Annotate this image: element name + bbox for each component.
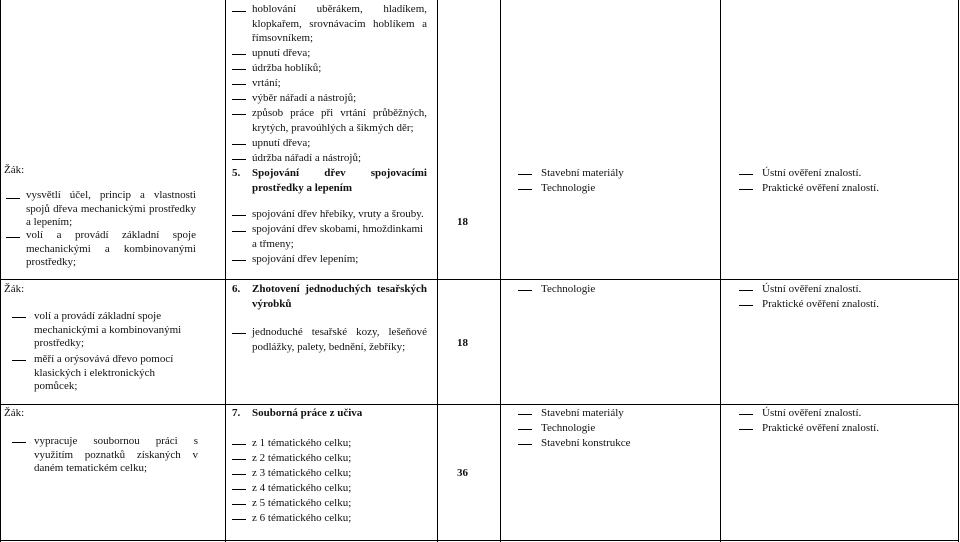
table-border-left [0,0,1,542]
topic-line: výběr nářadí a nástrojů; [252,92,357,104]
evaluation-method: Ústní ověření znalostí. [762,167,862,179]
hours-value: 18 [457,337,468,349]
topic-item: z 6 tématického celku; [252,512,352,524]
topic-number: 5. [232,167,241,179]
column-divider-3 [500,0,501,542]
hours-value: 36 [457,467,468,479]
learning-outcome: vysvětlí účel, princip a vlastnosti spojů dřeva mechanickými prostředky a lepením; [26,189,196,228]
topic-item: z 3 tématického celku; [252,467,352,479]
learning-outcome: volí a provádí základní spoje mechanickými a kombinovanými prostředky; [34,310,182,349]
evaluation-method: Praktické ověření znalostí. [762,182,879,194]
topic-item: z 4 tématického celku; [252,482,352,494]
topic-line: hoblování uběrákem, hladíkem, [252,3,427,15]
related-subject: Technologie [541,182,596,194]
topic-line: údržba nářadí a nástrojů; [252,152,362,164]
pupil-label: Žák: [4,164,25,176]
row-divider-1 [0,279,959,280]
topic-item: jednoduché tesařské kozy, lešeňové podlážky, palety, bednění, žebříky; [252,326,427,353]
hours-value: 18 [457,216,468,228]
topic-line: římsovníkem; [252,32,314,44]
topic-item: z 2 tématického celku; [252,452,352,464]
topic-number: 7. [232,407,241,419]
topic-item: spojování dřev lepením; [252,253,359,265]
evaluation-method: Ústní ověření znalostí. [762,407,862,419]
topic-item: spojování dřev hřebíky, vruty a šrouby. [252,208,424,220]
table-border-right [958,0,959,542]
learning-outcome: vypracuje soubornou práci s využitím poznatků získaných v daném tematickém celku; [34,435,198,474]
topic-title: výrobků [252,298,292,310]
topic-item: spojování dřev skobami, hmoždinkami a třmeny; [252,223,424,250]
column-divider-2 [437,0,438,542]
topic-number: 6. [232,283,241,295]
pupil-label: Žák: [4,407,25,419]
topic-item: z 1 tématického celku; [252,437,352,449]
table-border-bottom [0,540,959,541]
related-subject: Stavební materiály [541,167,624,179]
topic-line: klopkařem, srovnávacím hoblíkem a [252,18,427,30]
learning-outcome: volí a provádí základní spoje mechanickými a kombinovanými prostředky; [26,229,196,268]
related-subject: Stavební materiály [541,407,624,419]
topic-title: prostředky a lepením [252,182,353,194]
topic-line: upnutí dřeva; [252,47,311,59]
topic-line: údržba hoblíků; [252,62,322,74]
related-subject: Technologie [541,283,596,295]
topic-title: Souborná práce z učiva [252,407,363,419]
evaluation-method: Praktické ověření znalostí. [762,422,879,434]
row-divider-2 [0,404,959,405]
learning-outcome: měří a orýsovává dřevo pomocí klasických i elektronických pomůcek; [34,353,174,392]
evaluation-method: Ústní ověření znalostí. [762,283,862,295]
topic-title: Zhotovení jednoduchých tesařských [252,283,427,295]
topic-line: upnutí dřeva; [252,137,311,149]
related-subject: Technologie [541,422,596,434]
topic-line: způsob práce při vrtání průběžných, [252,107,427,119]
topic-title: Spojování dřev spojovacími [252,167,427,179]
column-divider-1 [225,0,226,542]
pupil-label: Žák: [4,283,25,295]
topic-item: z 5 tématického celku; [252,497,352,509]
evaluation-method: Praktické ověření znalostí. [762,298,879,310]
column-divider-4 [720,0,721,542]
related-subject: Stavební konstrukce [541,437,631,449]
topic-line: vrtání; [252,77,281,89]
topic-line: krytých, pravoúhlých a šikmých děr; [252,122,414,134]
